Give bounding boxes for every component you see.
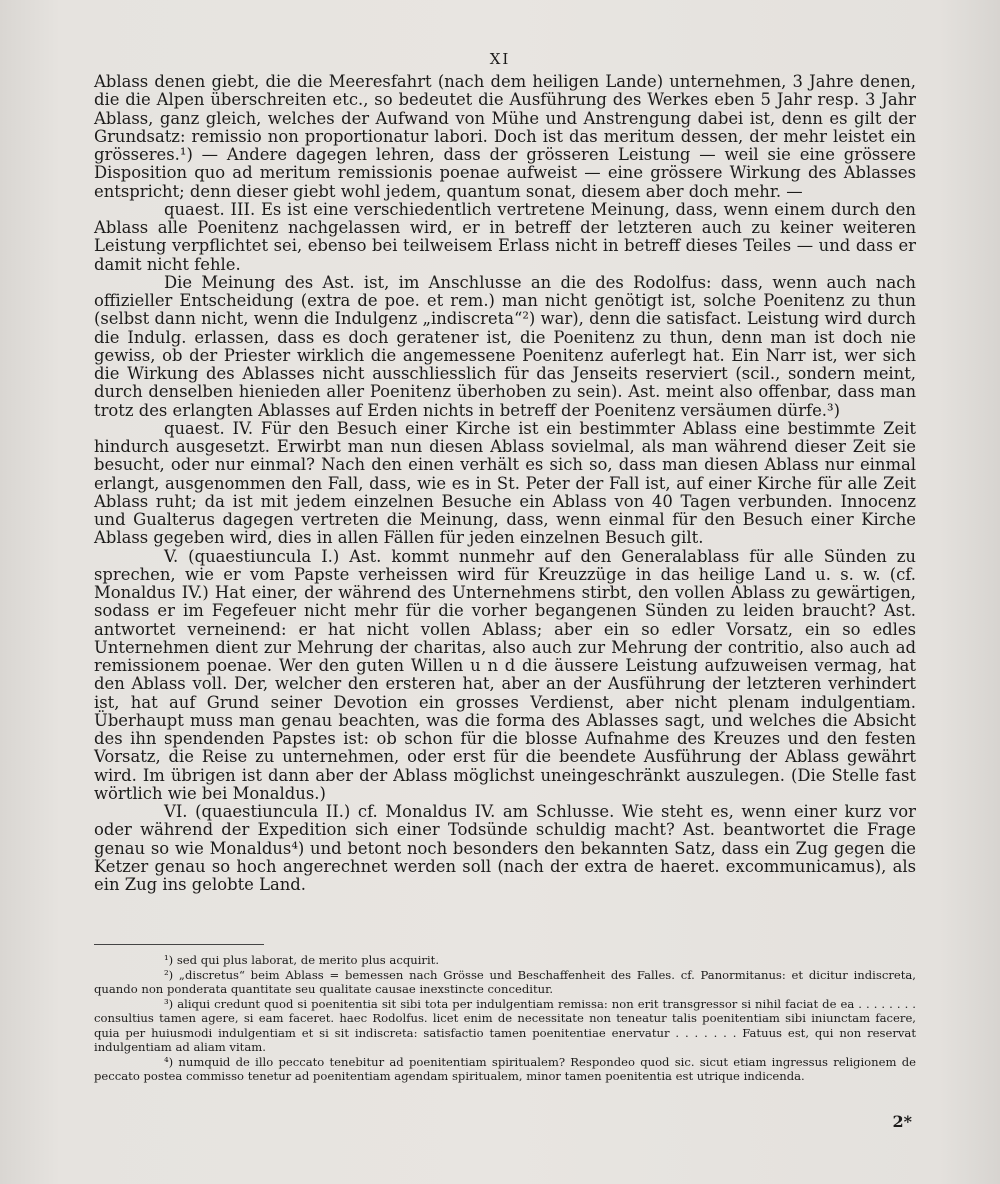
paragraph-2: quaest. III. Es ist eine verschiedentlich vertretene Meinung, dass, wenn einem durch den Ablass alle Poenitenz nachgelassen wird, er in betreff der letzteren auch zu keiner weiteren Leistung verpflichtet sei, ebenso bei teilweisem Erlass nicht in betreff dieses Teiles — und dass er damit nicht fehle. <box>94 199 916 274</box>
footnote-divider <box>94 944 264 945</box>
footnotes <box>94 953 916 1084</box>
footnote-2: ²) „discretus“ beim Ablass = bemessen nach Grösse und Beschaffenheit des Falles. cf. Panormitanus: et dicitur indiscreta, quando non ponderata quantitate seu qualitate causae inexstincte conceditur. <box>94 967 916 996</box>
main-text <box>94 73 916 894</box>
page-number: XI <box>489 50 511 68</box>
footnote-3: ³) aliqui credunt quod si poenitentia sit sibi tota per indulgentiam remissa: non erit transgressor si nihil faciat de ea . . . . . . . . consultius tamen agere, si eam faceret. haec Rodolfus. licet enim de necessitate non teneatur talis poenitentiam sibi iniunctam facere, quia per huiusmodi indulgentiam et si sit indiscreta: satisfactio tamen poenitentiae enervatur . . . . . . . Fatuus est, qui non reservat indulgentiam ad aliam vitam. <box>94 996 916 1054</box>
paragraph-5: V. (quaestiuncula I.) Ast. kommt nunmehr auf den Generalablass für alle Sünden zu sprechen, wie er vom Papste verheissen wird für Kreuzzüge in das heilige Land u. s. w. (cf. Monaldus IV.) Hat einer, der während des Unternehmens stirbt, den vollen Ablass zu gewärtigen, sodass er im Fegefeuer nicht mehr für die vorher begangenen Sünden zu leiden braucht? Ast. antwortet verneinend: er hat nicht vollen Ablass; aber ein so edler Vorsatz, ein so edles Unternehmen dient zur Mehrung der charitas, also auch zur Mehrung der contritio, also auch ad remissionem poenae. Wer den guten Willen u n d die äussere Leistung aufzuweisen vermag, hat den Ablass voll. Der, welcher den ersteren hat, aber an der Ausführung der letzteren verhindert ist, hat auf Grund seiner Devotion ein grosses Verdienst, aber nicht plenam indulgentiam. Überhaupt muss man genau beachten, was die forma des Ablasses sagt, und welches die Absicht des ihn spendenden Papstes ist: ob schon für die blosse Aufnahme des Kreuzes und den festen Vorsatz, die Reise zu unternehmen, oder erst für die beendete Ausführung der Ablass gewährt wird. Im übrigen ist dann aber der Ablass möglichst uneingeschränkt auszulegen. (Die Stelle fast wörtlich wie bei Monaldus.) <box>94 546 916 803</box>
paragraph-4: quaest. IV. Für den Besuch einer Kirche ist ein bestimmter Ablass eine bestimmte Zeit hindurch ausgesetzt. Erwirbt man nun diesen Ablass sovielmal, als man während dieser Zeit sie besucht, oder nur einmal? Nach den einen verhält es sich so, dass man diesen Ablass nur einmal erlangt, ausgenommen den Fall, dass, wie es in St. Peter der Fall ist, auf einer Kirche für alle Zeit Ablass ruht; da ist mit jedem einzelnen Besuche ein Ablass von 40 Tagen verbunden. Innocenz und Gualterus dagegen vertreten die Meinung, dass, wenn einmal für den Besuch einer Kirche Ablass gegeben wird, dies in allen Fällen für jeden einzelnen Besuch gilt. <box>94 418 916 548</box>
signature-mark: 2* <box>892 1112 912 1131</box>
paragraph-1: Ablass denen giebt, die die Meeresfahrt (nach dem heiligen Lande) unternehmen, 3 Jahre denen, die die Alpen überschreiten etc., so bedeutet die Ausführung des Werkes eben 5 Jahr resp. 3 Jahr Ablass, ganz gleich, welches der Aufwand von Mühe und Anstrengung dabei ist, denn es gilt der Grundsatz: remissio non proportionatur labori. Doch ist das meritum dessen, der mehr leistet ein grösseres.¹) — Andere dagegen lehren, dass der grösseren Leistung — weil sie eine grössere Disposition quo ad meritum remissionis poenae aufweist — eine grössere Wirkung des Ablasses entspricht; denn dieser giebt wohl jedem, quantum sonat, diesem aber doch mehr. — <box>94 72 916 201</box>
paragraph-6: VI. (quaestiuncula II.) cf. Monaldus IV. am Schlusse. Wie steht es, wenn einer kurz vor oder während der Expedition sich einer Todsünde schuldig macht? Ast. beantwortet die Frage genau so wie Monaldus⁴) und betont noch besonders den bekannten Satz, dass ein Zug gegen die Ketzer genau so hoch angerechnet werden soll (nach der extra de haeret. excommunicamus), als ein Zug ins gelobte Land. <box>94 802 916 894</box>
footnote-1: ¹) sed qui plus laborat, de merito plus acquirit. <box>164 953 440 967</box>
paragraph-3: Die Meinung des Ast. ist, im Anschlusse an die des Rodolfus: dass, wenn auch nach offizieller Entscheidung (extra de poe. et rem.) man nicht genötigt ist, solche Poenitenz zu thun (selbst dann nicht, wenn die Indulgenz „indiscreta“²) war), denn die satisfact. Leistung wird durch die Indulg. erlassen, dass es doch geratener ist, die Poenitenz zu thun, denn man ist doch nie gewiss, ob der Priester wirklich die angemessene Poenitenz auferlegt hat. Ein Narr ist, wer sich die Wirkung des Ablasses nicht ausschliesslich für das Jenseits reserviert (scil., sondern meint, durch denselben hienieden aller Poenitenz überhoben zu sein). Ast. meint also offenbar, dass man trotz des erlangten Ablasses auf Erden nichts in betreff der Poenitenz versäumen dürfe.³) <box>94 272 916 420</box>
footnote-4: ⁴) numquid de illo peccato tenebitur ad poenitentiam spiritualem? Respondeo quod sic. sicut etiam ingressus religionem de peccato postea commisso tenetur ad poenitentiam agendam spiritualem, minor tamen poenitentia est utrique indicenda. <box>94 1054 916 1083</box>
